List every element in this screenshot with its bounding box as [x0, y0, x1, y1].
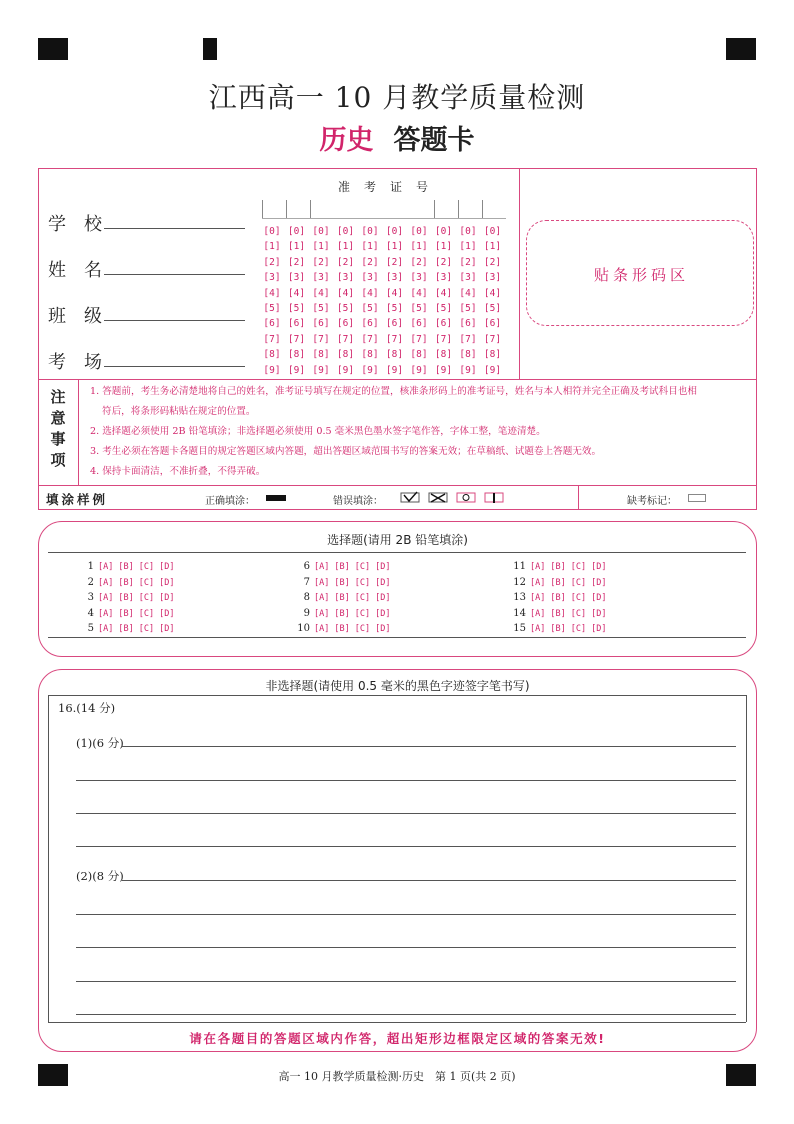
choice-option-bubble[interactable]: [C] — [138, 608, 155, 619]
correct-fill-label: 正确填涂： — [205, 496, 255, 507]
choice-option-bubble[interactable]: [B] — [550, 624, 566, 634]
wrong-fill-samples — [400, 491, 510, 505]
choice-option-bubble[interactable]: [D] — [375, 562, 391, 572]
exam-id-digit-bubble[interactable]: [3] — [336, 272, 355, 284]
exam-id-digit-bubble[interactable]: [5] — [385, 303, 404, 315]
exam-id-digit-column — [482, 224, 504, 378]
choice-question-row — [290, 575, 395, 592]
choice-question-row — [290, 559, 395, 576]
exam-id-digit-bubble[interactable]: [8] — [336, 349, 355, 361]
choice-option-bubble[interactable]: [D] — [591, 593, 607, 603]
notice-heading — [48, 387, 68, 471]
choice-question-row — [290, 590, 395, 607]
choice-option-bubble[interactable]: [D] — [159, 562, 175, 572]
choice-option-bubble[interactable]: [B] — [550, 562, 566, 572]
exam-id-digit-bubble[interactable]: [3] — [361, 272, 379, 284]
notice-heading-char: 意 — [50, 409, 66, 427]
exam-id-write-tick — [310, 200, 311, 218]
choice-option-bubble[interactable]: [C] — [354, 608, 371, 619]
exam-id-digit-bubble[interactable]: [2] — [336, 256, 355, 268]
exam-id-digit-bubble[interactable]: [5] — [410, 303, 428, 315]
room-label: 考场 — [48, 352, 120, 373]
exam-id-digit-column — [457, 224, 479, 378]
choice-option-bubble[interactable]: [B] — [334, 608, 350, 619]
exam-id-digit-bubble[interactable]: [6] — [312, 318, 330, 330]
exam-title: 江西高一 10 月教学质量检测 — [208, 81, 586, 114]
exam-id-digit-bubble[interactable]: [3] — [287, 272, 306, 284]
exam-id-digit-bubble[interactable]: [0] — [483, 226, 502, 237]
choice-question-number: 10 — [297, 623, 310, 634]
choice-option-bubble[interactable]: [A] — [530, 593, 546, 603]
choice-option-bubble[interactable]: [A] — [314, 562, 330, 572]
alignment-mark — [38, 38, 68, 60]
exam-id-write-tick — [286, 200, 287, 218]
choice-option-bubble[interactable]: [A] — [530, 624, 546, 634]
choice-question-number: 3 — [87, 592, 94, 603]
exam-id-digit-bubble[interactable]: [9] — [287, 364, 306, 376]
exam-id-digit-bubble[interactable]: [0] — [287, 226, 306, 237]
choice-option-bubble[interactable]: [C] — [570, 608, 587, 619]
choice-option-bubble[interactable]: [A] — [98, 593, 114, 603]
exam-id-digit-bubble[interactable]: [7] — [434, 333, 453, 345]
choice-question-number: 15 — [513, 623, 526, 634]
exam-id-digit-column — [408, 224, 430, 378]
exam-id-digit-bubble[interactable]: [3] — [312, 272, 330, 284]
choice-option-bubble[interactable]: [D] — [591, 562, 607, 572]
exam-id-digit-bubble[interactable]: [7] — [483, 333, 502, 345]
exam-id-digit-bubble[interactable]: [3] — [434, 272, 453, 284]
notice-item-4: 4. 保持卡面清洁，不准折叠，不得弄破。 — [90, 466, 266, 477]
exam-id-digit-bubble[interactable]: [0] — [312, 226, 330, 237]
notice-item-3: 3. 考生必须在答题卡各题目的规定答题区域内答题，超出答题区域范围书写的答案无效；在草稿纸、试题卷上答题无效。 — [90, 446, 602, 457]
answer-box-bottom — [48, 1022, 746, 1023]
answer-line[interactable] — [76, 981, 736, 982]
exam-id-digit-bubble[interactable]: [4] — [483, 287, 502, 299]
exam-id-digit-bubble[interactable]: [8] — [312, 349, 330, 361]
card-title — [0, 118, 794, 157]
exam-id-digit-bubble[interactable]: [0] — [361, 226, 379, 237]
exam-id-digit-bubble[interactable]: [1] — [263, 241, 281, 253]
exam-id-digit-bubble[interactable]: [2] — [410, 256, 428, 268]
exam-id-digit-bubble[interactable]: [5] — [312, 303, 330, 315]
exam-id-digit-bubble[interactable]: [8] — [263, 349, 281, 361]
exam-id-digit-bubble[interactable]: [5] — [361, 303, 379, 315]
choice-question-number: 4 — [87, 607, 94, 619]
choice-option-bubble[interactable]: [D] — [591, 624, 607, 634]
exam-id-digit-bubble[interactable]: [7] — [263, 333, 281, 345]
choice-option-bubble[interactable]: [C] — [138, 577, 155, 588]
choice-option-bubble[interactable]: [B] — [118, 577, 134, 588]
choice-option-bubble[interactable]: [D] — [375, 608, 391, 619]
choice-question-row — [74, 559, 179, 576]
exam-id-digit-bubble[interactable]: [5] — [336, 303, 355, 315]
question-16-label: 16.(14 分) — [58, 701, 116, 715]
exam-id-digit-bubble[interactable]: [4] — [263, 287, 281, 299]
card-name: 答题卡 — [393, 125, 475, 156]
exam-id-digit-bubble[interactable]: [9] — [312, 364, 330, 376]
exam-id-digit-bubble[interactable]: [8] — [434, 349, 453, 361]
choice-option-bubble[interactable]: [C] — [354, 562, 371, 572]
barcode-label: 贴条形码区 — [594, 266, 690, 284]
exam-id-digit-bubble[interactable]: [1] — [483, 241, 502, 253]
exam-id-digit-bubble[interactable]: [8] — [385, 349, 404, 361]
exam-id-write-tick — [482, 200, 483, 218]
exam-id-digit-bubble[interactable]: [9] — [410, 364, 428, 376]
answer-box-left — [48, 695, 49, 1022]
exam-id-digit-bubble[interactable]: [1] — [287, 241, 306, 253]
exam-id-digit-bubble[interactable]: [2] — [287, 256, 306, 268]
choice-question-row — [74, 590, 179, 607]
exam-id-digit-bubble[interactable]: [9] — [483, 364, 502, 376]
choice-option-bubble[interactable]: [A] — [314, 577, 330, 588]
fill-example-label: 填涂样例 — [46, 492, 109, 507]
choice-option-bubble[interactable]: [A] — [98, 608, 114, 619]
exam-id-digit-bubble[interactable]: [4] — [459, 287, 477, 299]
choice-option-bubble[interactable]: [B] — [118, 608, 134, 619]
exam-id-digit-bubble[interactable]: [6] — [459, 318, 477, 330]
choice-option-bubble[interactable]: [C] — [138, 562, 155, 572]
exam-id-write-tick — [458, 200, 459, 218]
absent-mark-box[interactable] — [688, 494, 706, 502]
notice-head-divider — [78, 379, 79, 485]
class-input[interactable] — [104, 320, 245, 321]
choice-question-row — [74, 621, 179, 638]
exam-id-digit-bubble[interactable]: [4] — [410, 287, 428, 299]
name-label: 姓名 — [48, 260, 120, 281]
school-input[interactable] — [104, 228, 245, 229]
exam-id-digit-bubble[interactable]: [6] — [483, 318, 502, 330]
exam-id-digit-bubble[interactable]: [9] — [361, 364, 379, 376]
class-label: 班级 — [48, 306, 120, 327]
choice-question-number: 9 — [303, 607, 310, 619]
exam-id-digit-bubble[interactable]: [1] — [361, 241, 379, 253]
choice-option-bubble[interactable]: [C] — [354, 624, 371, 634]
absent-mark-label: 缺考标记： — [627, 496, 677, 507]
choice-option-bubble[interactable]: [C] — [354, 593, 371, 603]
exam-id-digit-bubble[interactable]: [6] — [434, 318, 453, 330]
fill-divider — [38, 485, 757, 486]
choice-question-row — [290, 606, 395, 623]
exam-id-digit-bubble[interactable]: [0] — [459, 226, 477, 237]
exam-id-digit-bubble[interactable]: [8] — [361, 349, 379, 361]
choice-question-row — [506, 590, 611, 607]
exam-id-digit-bubble[interactable]: [9] — [263, 364, 281, 376]
choice-option-bubble[interactable]: [C] — [354, 577, 371, 588]
school-label: 学校 — [48, 214, 120, 235]
answer-line[interactable] — [122, 746, 736, 747]
fill-absent-divider — [578, 485, 579, 510]
answer-line[interactable] — [76, 947, 736, 948]
exam-id-digit-bubble[interactable]: [2] — [361, 256, 379, 268]
answer-line[interactable] — [76, 813, 736, 814]
notice-heading-char: 注 — [50, 388, 66, 406]
exam-id-digit-bubble[interactable]: [7] — [385, 333, 404, 345]
exam-id-digit-bubble[interactable]: [5] — [459, 303, 477, 315]
notice-heading-char: 事 — [50, 430, 66, 448]
exam-id-digit-bubble[interactable]: [5] — [483, 303, 502, 315]
choice-title: 选择题(请用 2B 铅笔填涂) — [327, 533, 468, 547]
choice-option-bubble[interactable]: [D] — [375, 624, 391, 634]
exam-id-digit-column — [261, 224, 283, 378]
choice-title-rule — [48, 552, 746, 553]
choice-option-bubble[interactable]: [B] — [334, 562, 350, 572]
choice-option-bubble[interactable]: [A] — [530, 608, 546, 619]
exam-id-digit-bubble[interactable]: [8] — [410, 349, 428, 361]
exam-id-write-tick — [434, 200, 435, 218]
answer-line[interactable] — [76, 780, 736, 781]
exam-id-digit-bubble[interactable]: [2] — [459, 256, 477, 268]
answer-area-warning: 请在各题目的答题区域内作答，超出矩形边框限定区域的答案无效! — [189, 1031, 606, 1046]
exam-id-digit-column — [310, 224, 332, 378]
exam-id-digit-bubble[interactable]: [9] — [336, 364, 355, 376]
exam-id-digit-bubble[interactable]: [5] — [263, 303, 281, 315]
exam-id-digit-bubble[interactable]: [3] — [410, 272, 428, 284]
choice-option-bubble[interactable]: [B] — [334, 624, 350, 634]
nonchoice-title: 非选择题(请使用 0.5 毫米的黑色字迹签字笔书写) — [265, 679, 530, 693]
exam-id-digit-bubble[interactable]: [4] — [434, 287, 453, 299]
exam-id-digit-bubble[interactable]: [1] — [459, 241, 477, 253]
choice-question-number: 11 — [513, 561, 526, 572]
exam-id-digit-bubble[interactable]: [7] — [312, 333, 330, 345]
exam-id-digit-bubble[interactable]: [1] — [434, 241, 453, 253]
exam-id-write-tick — [262, 200, 263, 218]
exam-id-digit-bubble[interactable]: [2] — [434, 256, 453, 268]
choice-question-number: 1 — [87, 561, 94, 572]
alignment-mark — [203, 38, 217, 60]
exam-id-digit-bubble[interactable]: [0] — [434, 226, 453, 237]
exam-id-digit-bubble[interactable]: [0] — [385, 226, 404, 237]
choice-question-number: 7 — [303, 576, 310, 588]
notice-divider — [38, 379, 757, 380]
choice-question-number: 2 — [87, 576, 94, 588]
choice-option-bubble[interactable]: [B] — [118, 624, 134, 634]
choice-question-number: 12 — [513, 576, 526, 588]
choice-option-bubble[interactable]: [C] — [138, 624, 155, 634]
exam-id-digit-bubble[interactable]: [2] — [263, 256, 281, 268]
subject-label: 历史 — [319, 125, 374, 156]
exam-id-digit-bubble[interactable]: [5] — [287, 303, 306, 315]
choice-option-bubble[interactable]: [C] — [570, 562, 587, 572]
choice-option-bubble[interactable]: [D] — [591, 577, 607, 588]
choice-option-bubble[interactable]: [A] — [98, 624, 114, 634]
name-input[interactable] — [104, 274, 245, 275]
notice-heading-char: 项 — [50, 451, 66, 469]
answer-line[interactable] — [76, 846, 736, 847]
exam-id-digit-bubble[interactable]: [2] — [312, 256, 330, 268]
choice-option-bubble[interactable]: [D] — [591, 608, 607, 619]
choice-option-bubble[interactable]: [B] — [334, 593, 350, 603]
exam-id-digit-column — [286, 224, 308, 378]
notice-item-2: 2. 选择题必须使用 2B 铅笔填涂；非选择题必须使用 0.5 毫米黑色墨水签字笔作答，字体工整，笔迹清楚。 — [90, 426, 546, 437]
choice-option-bubble[interactable]: [A] — [530, 562, 546, 572]
choice-option-bubble[interactable]: [A] — [530, 577, 546, 588]
exam-id-digit-bubble[interactable]: [6] — [385, 318, 404, 330]
choice-option-bubble[interactable]: [A] — [98, 577, 114, 588]
answer-box-right — [746, 695, 747, 1022]
page-footer: 高一 10 月教学质量检测·历史 第 1 页(共 2 页) — [278, 1070, 516, 1083]
exam-id-digit-bubble[interactable]: [6] — [263, 318, 281, 330]
alignment-mark — [726, 38, 756, 60]
exam-id-digit-bubble[interactable]: [9] — [385, 364, 404, 376]
question-16-part2-label: (2)(8 分) — [76, 869, 124, 883]
exam-id-digit-bubble[interactable]: [3] — [263, 272, 281, 284]
exam-id-digit-bubble[interactable]: [1] — [410, 241, 428, 253]
exam-id-title: 准考证号 — [338, 180, 443, 194]
exam-id-digit-column — [433, 224, 455, 378]
exam-id-digit-bubble[interactable]: [7] — [361, 333, 379, 345]
info-divider — [519, 168, 520, 379]
choice-option-bubble[interactable]: [C] — [570, 577, 587, 588]
question-16-part1-label: (1)(6 分) — [76, 736, 124, 750]
exam-id-digit-column — [384, 224, 406, 378]
exam-id-digit-bubble[interactable]: [2] — [483, 256, 502, 268]
exam-id-digit-bubble[interactable]: [1] — [336, 241, 355, 253]
exam-id-digit-bubble[interactable]: [4] — [361, 287, 379, 299]
exam-id-write-rule — [262, 218, 506, 219]
choice-question-number: 6 — [303, 561, 310, 572]
exam-id-digit-bubble[interactable]: [9] — [459, 364, 477, 376]
choice-option-bubble[interactable]: [A] — [314, 624, 330, 634]
choice-option-bubble[interactable]: [A] — [314, 593, 330, 603]
exam-id-digit-bubble[interactable]: [0] — [336, 226, 355, 237]
choice-question-row — [506, 559, 611, 576]
choice-question-row — [74, 606, 179, 623]
exam-id-digit-bubble[interactable]: [3] — [483, 272, 502, 284]
exam-id-digit-bubble[interactable]: [9] — [434, 364, 453, 376]
choice-question-row — [506, 621, 611, 638]
exam-id-digit-bubble[interactable]: [4] — [385, 287, 404, 299]
correct-fill-sample — [266, 495, 286, 501]
choice-question-number: 8 — [303, 592, 310, 603]
exam-id-digit-column — [359, 224, 381, 378]
choice-option-bubble[interactable]: [D] — [375, 593, 391, 603]
choice-question-number: 5 — [87, 623, 94, 634]
notice-item-1: 1. 答题前，考生务必清楚地将自己的姓名，准考证号填写在规定的位置，核准条形码上的准考证号，姓名与本人相符并完全正确及考试科目也相 — [90, 386, 698, 397]
exam-id-digit-bubble[interactable]: [7] — [410, 333, 428, 345]
exam-id-digit-bubble[interactable]: [3] — [459, 272, 477, 284]
choice-option-bubble[interactable]: [C] — [570, 624, 587, 634]
answer-line[interactable] — [122, 880, 736, 881]
exam-id-digit-bubble[interactable]: [4] — [336, 287, 355, 299]
exam-id-digit-bubble[interactable]: [5] — [434, 303, 453, 315]
choice-option-bubble[interactable]: [B] — [550, 577, 566, 588]
exam-id-digit-column — [335, 224, 357, 378]
notice-item-1-cont: 符后，将条形码粘贴在规定的位置。 — [102, 406, 256, 417]
answer-line[interactable] — [76, 1014, 736, 1015]
choice-option-bubble[interactable]: [D] — [159, 608, 175, 619]
exam-id-digit-bubble[interactable]: [7] — [336, 333, 355, 345]
choice-question-row — [506, 606, 611, 623]
choice-option-bubble[interactable]: [B] — [550, 593, 566, 603]
nonchoice-title-rule — [48, 695, 746, 696]
exam-id-digit-bubble[interactable]: [7] — [287, 333, 306, 345]
exam-id-digit-bubble[interactable]: [8] — [459, 349, 477, 361]
choice-option-bubble[interactable]: [B] — [118, 593, 134, 603]
wrong-fill-label: 错误填涂： — [333, 496, 383, 507]
exam-id-digit-bubble[interactable]: [1] — [385, 241, 404, 253]
choice-option-bubble[interactable]: [C] — [570, 593, 587, 603]
choice-question-number: 14 — [513, 607, 526, 619]
exam-id-digit-bubble[interactable]: [7] — [459, 333, 477, 345]
exam-id-digit-bubble[interactable]: [8] — [483, 349, 502, 361]
choice-option-bubble[interactable]: [D] — [159, 577, 175, 588]
choice-question-row — [290, 621, 395, 638]
choice-option-bubble[interactable]: [A] — [98, 562, 114, 572]
exam-id-digit-bubble[interactable]: [6] — [361, 318, 379, 330]
choice-question-number: 13 — [513, 592, 526, 603]
choice-question-row — [506, 575, 611, 592]
choice-option-bubble[interactable]: [B] — [550, 608, 566, 619]
choice-question-row — [74, 575, 179, 592]
exam-id-digit-bubble[interactable]: [4] — [312, 287, 330, 299]
choice-option-bubble[interactable]: [C] — [138, 593, 155, 603]
choice-option-bubble[interactable]: [D] — [159, 593, 175, 603]
answer-line[interactable] — [76, 914, 736, 915]
choice-option-bubble[interactable]: [A] — [314, 608, 330, 619]
exam-id-digit-bubble[interactable]: [8] — [287, 349, 306, 361]
exam-id-digit-bubble[interactable]: [0] — [410, 226, 428, 237]
exam-id-digit-bubble[interactable]: [1] — [312, 241, 330, 253]
exam-id-digit-bubble[interactable]: [6] — [410, 318, 428, 330]
choice-option-bubble[interactable]: [B] — [118, 562, 134, 572]
exam-id-digit-bubble[interactable]: [0] — [263, 226, 281, 237]
nonchoice-section — [38, 669, 757, 1052]
exam-id-digit-bubble[interactable]: [3] — [385, 272, 404, 284]
exam-id-digit-bubble[interactable]: [4] — [287, 287, 306, 299]
exam-id-digit-bubble[interactable]: [6] — [336, 318, 355, 330]
exam-id-digit-bubble[interactable]: [2] — [385, 256, 404, 268]
choice-option-bubble[interactable]: [D] — [375, 577, 391, 588]
exam-id-digit-bubble[interactable]: [6] — [287, 318, 306, 330]
choice-option-bubble[interactable]: [B] — [334, 577, 350, 588]
room-input[interactable] — [104, 366, 245, 367]
choice-option-bubble[interactable]: [D] — [159, 624, 175, 634]
